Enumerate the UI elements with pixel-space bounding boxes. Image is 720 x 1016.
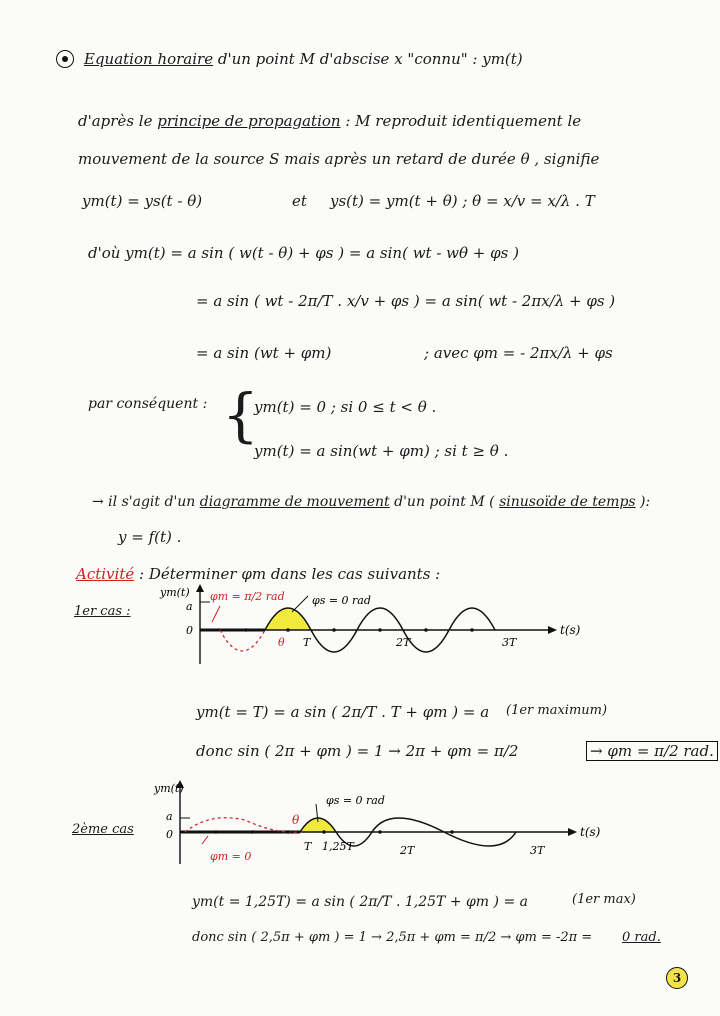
- intro-line-1: [78, 112, 581, 130]
- case1-T: T: [303, 636, 311, 649]
- heading-rest: d'un point M d'abscise x "connu" : ym(t): [213, 50, 523, 68]
- bullet-icon: [56, 50, 74, 68]
- page-number: 3: [666, 967, 688, 989]
- case1-axis-label: t(s): [560, 623, 581, 637]
- intro-line-2: mouvement de la source S mais après un retard de durée θ , signifie: [78, 150, 600, 168]
- x-axis-arrow: [548, 626, 557, 634]
- case2-2T: 2T: [400, 844, 415, 857]
- case1-eq2: donc sin ( 2π + φm ) = 1 → 2π + φm = π/2: [196, 742, 519, 760]
- sinusoid-term: sinusoïde de temps: [499, 494, 636, 510]
- case2-ylabel: ym(t): [154, 782, 184, 795]
- case1-phi-m: φm = π/2 rad: [210, 590, 285, 603]
- x-axis-arrow-2: [568, 828, 577, 836]
- eq-phi-m: ; avec φm = - 2πx/λ + φs: [424, 344, 613, 362]
- eq-expand: = a sin ( wt - 2π/T . x/v + φs ) = a sin( wt - 2πx/λ + φs ): [196, 292, 616, 310]
- activity-text: : Déterminer φm dans les cas suivants :: [139, 565, 441, 583]
- propagation-principle: principe de propagation: [157, 112, 341, 130]
- case-two-label: 2ème cas: [72, 822, 134, 837]
- diag-suffix: ):: [635, 494, 651, 510]
- case2-eq2: donc sin ( 2,5π + φm ) = 1 → 2,5π + φm = π/2 → φm = -2π =: [192, 930, 593, 945]
- case1-zero: 0: [186, 624, 193, 637]
- eq-final: = a sin (wt + φm): [196, 344, 332, 362]
- case1-3T: 3T: [502, 636, 517, 649]
- diag-prefix: → il s'agit d'un: [92, 494, 200, 510]
- diag-mid: d'un point M (: [389, 494, 500, 510]
- case-zero: ym(t) = 0 ; si 0 ≤ t < θ .: [254, 398, 437, 416]
- case1-theta: θ: [278, 636, 285, 649]
- dashed-curve-2: [185, 818, 300, 833]
- diagram-term: diagramme de mouvement: [199, 494, 390, 510]
- phi-m-arrow: [212, 606, 220, 622]
- consequence-label: par conséquent :: [88, 396, 208, 412]
- case1-result-box: → φm = π/2 rad.: [586, 741, 718, 761]
- case1-result: [586, 742, 718, 760]
- activity: [76, 565, 440, 583]
- case2-result: 0 rad.: [622, 930, 661, 945]
- intro-prefix: d'après le: [78, 112, 158, 130]
- case1-phi-s: φs = 0 rad: [312, 594, 371, 607]
- eq-ys-ym: ys(t) = ym(t + θ) ; θ = x/v = x/λ . T: [330, 192, 595, 210]
- y-axis-arrow: [196, 584, 204, 592]
- case-one-graph: [150, 584, 590, 674]
- case2-phi-s: φs = 0 rad: [326, 794, 385, 807]
- case-one-label: 1er cas :: [74, 604, 131, 619]
- heading-title: Equation horaire: [84, 50, 214, 68]
- case2-T: T: [304, 840, 312, 853]
- case-two-graph: [150, 774, 610, 874]
- diagram-intro-1: [92, 494, 650, 510]
- case2-axis-label: t(s): [580, 825, 601, 839]
- eq-dou: d'où ym(t) = a sin ( w(t - θ) + φs ) = a sin( wt - wθ + φs ): [88, 244, 519, 262]
- eq-et: et: [292, 192, 307, 210]
- case2-theta: θ: [292, 813, 300, 827]
- case2-125T: 1,25T: [322, 840, 354, 853]
- eq-ym-ys: ym(t) = ys(t - θ): [82, 192, 203, 210]
- case2-zero: 0: [166, 828, 173, 841]
- case1-eq1: ym(t = T) = a sin ( 2π/T . T + φm ) = a: [196, 703, 490, 721]
- case1-eq1-note: (1er maximum): [506, 703, 608, 718]
- case2-eq1: ym(t = 1,25T) = a sin ( 2π/T . 1,25T + φm ) = a: [192, 894, 528, 910]
- phi-m-arrow-2: [202, 836, 208, 844]
- case2-phi-m: φm = 0: [210, 850, 252, 863]
- activity-label: Activité: [76, 565, 135, 583]
- dashed-curve: [220, 630, 265, 651]
- case2-eq1-note: (1er max): [572, 892, 636, 907]
- case2-a: a: [166, 810, 173, 823]
- case2-3T: 3T: [530, 844, 545, 857]
- brace-icon: {: [222, 381, 259, 449]
- case1-ylabel: ym(t): [160, 586, 190, 599]
- intro-suffix: : M reproduit identiquement le: [340, 112, 582, 130]
- case1-a: a: [186, 600, 193, 613]
- heading: [84, 50, 523, 68]
- phi-s-arrow: [292, 596, 308, 612]
- diagram-intro-2: y = f(t) .: [118, 528, 182, 546]
- case1-2T: 2T: [396, 636, 411, 649]
- case-sin: ym(t) = a sin(wt + φm) ; si t ≥ θ .: [254, 442, 509, 460]
